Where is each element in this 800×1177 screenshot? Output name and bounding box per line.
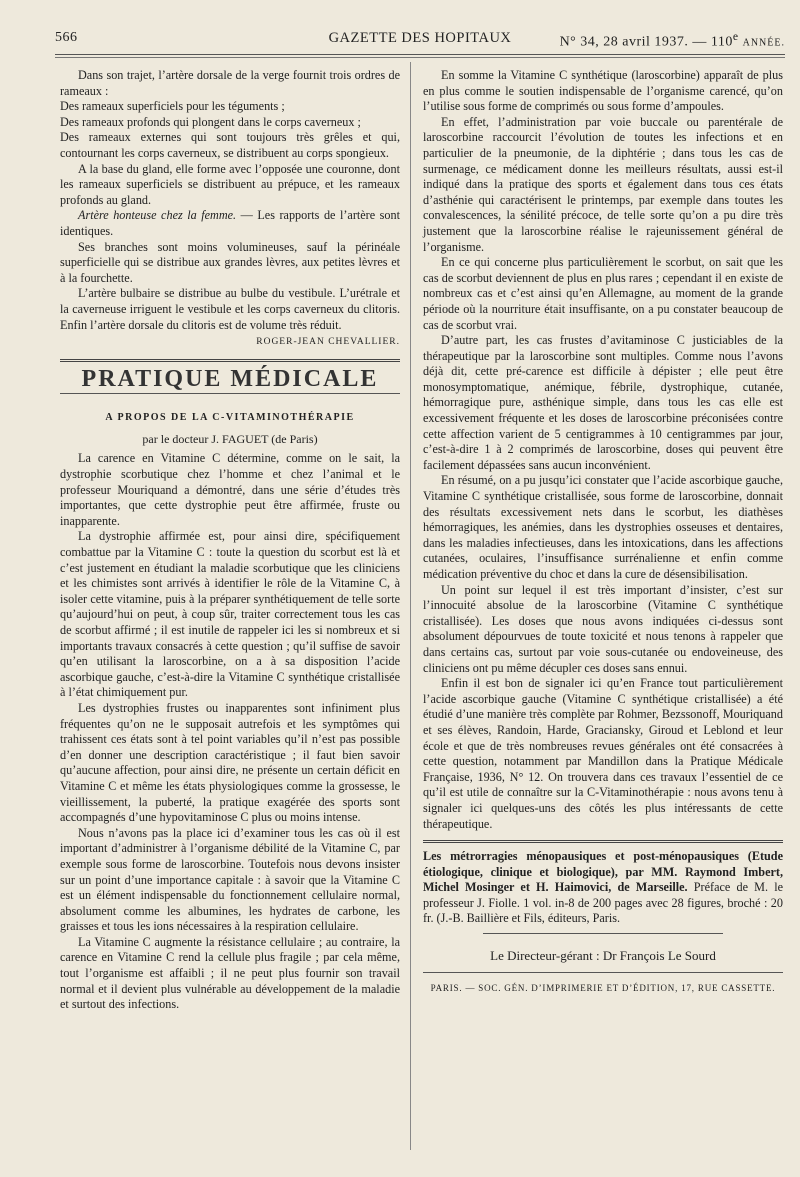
intro-paragraph: Des rameaux superficiels pour les téguments ; bbox=[60, 99, 285, 114]
body-paragraph: Un point sur lequel il est très important d’insister, c’est sur l’innocuité absolue de la laroscorbine (Vitamine C synthétique cristallisée). Les doses que nous avons indiquées ci-dessus sont absolument dépourvues de toute toxicité et nous tenons à rappeler que dans certains cas, surtout par voie sous-cutanée ou endoveineuse, des cliniciens ont pu même décupler ces doses sans ennui. bbox=[423, 582, 783, 675]
article-title: A PROPOS DE LA C-VITAMINOTHÉRAPIE bbox=[105, 412, 355, 424]
header-rule-2 bbox=[55, 57, 785, 58]
femme-paragraph bbox=[60, 208, 400, 239]
page-number: 566 bbox=[55, 30, 78, 45]
short-rule bbox=[483, 933, 723, 934]
body-paragraph: Nous n’avons pas la place ici d’examiner tous les cas où il est important d’administrer à l’organisme débilité de la Vitamine C, par exemple sous forme de laroscorbine. Toutefois nous devons insister sur un point d’une importance capitale : à savoir que la Vitamine C est un élément indispensable du fonctionnement cellulaire normal, absolument comme les albumines, les hydrates de carbone, les graisses et tous les ions nécessaires à la respiration cellulaire. bbox=[60, 825, 400, 934]
section-title: PRATIQUE MÉDICALE bbox=[81, 365, 379, 392]
director-line: Le Directeur-gérant : Dr François Le Sourd bbox=[490, 948, 716, 964]
book-details: Préface de M. le professeur J. Fiolle. 1 vol. in-8 de 200 pages avec 28 figures, broché : 20 fr. (J.-B. Baillière et Fils, éditeurs, Paris. bbox=[423, 880, 783, 926]
printer-line: PARIS. — SOC. GÉN. D’IMPRIMERIE ET D’ÉDITION, 17, RUE CASSETTE. bbox=[430, 982, 776, 993]
header-rule bbox=[55, 54, 785, 55]
body-paragraph: En effet, l’administration par voie buccale ou parentérale de laroscorbine raccourcit l’évolution de toutes les infections et en particulier de la pneumonie, de la diphtérie ; dans tous les cas de surmenage, ce médicament donne les meilleurs résultats, aussi est-il indiqué dans la pratique des sports et également dans tous ces états d’asthénie qui caractérisent le printemps, par exemple dans toutes les convalescences, la sénilité précoce, de telle sorte qu’on a pu dire très justement que la laroscorbine réalise le rajeunissement général de l’organisme. bbox=[423, 114, 783, 254]
body-paragraph: En somme la Vitamine C synthétique (laroscorbine) apparaît de plus en plus comme le soutien indispensable de l’organisme carencé, qu’on l’utilise sous forme de comprimés ou sous forme d’ampoules. bbox=[423, 68, 783, 114]
issue-sup: e bbox=[732, 30, 739, 43]
left-column bbox=[60, 68, 400, 1013]
issue-year: ANNÉE. bbox=[742, 37, 785, 49]
body-paragraph: Les dystrophies frustes ou inapparentes sont infiniment plus fréquentes qu’on ne le supposait autrefois et les symptômes qui trahissent ces états sont à tel point variables qu’il n’est pas possible d’en donner une description caractéristique ; il faut bien savoir qu’aucune affection, pour ainsi dire, ne présente un certain déficit en Vitamine C et même les états physiologiques comme la grossesse, le vieillissement, la puberté, la pratique exagérée des sports sont accompagnés d’une hypovitaminose C plus ou moins intense. bbox=[60, 700, 400, 825]
right-column bbox=[423, 68, 783, 996]
body-paragraph: Enfin il est bon de signaler ici qu’en France tout particulièrement l’acide ascorbique gauche (Vitamine C synthétique cristallisée) a été étudié d’une manière très complète par Rohmer, Bezssonoff, Mouriquand et ses élèves, Randoin, Harde, Graciansky, Giroud et Leblond et leur école et que de très nombreuses revues générales ont été consacrées à cette question, notamment par Mandillon dans la Pratique Médicale Française, 1936, N° 12. On trouvera dans ces travaux l’essentiel de ce qu’il est utile de connaître sur la C-Vitaminothérapie : nous avons tenu à signaler ici quelques-uns des côtés les plus intéressants de cette thérapeutique. bbox=[423, 676, 783, 831]
body-paragraph: D’autre part, les cas frustes d’avitaminose C justiciables de la thérapeutique par la laroscorbine sont multiples. Comme nous l’avons déjà dit, cette pré-carence est difficile à dépister ; elle peut être monosymptomatique, anémique, fébrile, dystrophique, cutanée, hémorragique pure, asthénique simple, dans tous les cas elle est excessivement fréquente et les doses de laroscorbine préconisées contre cette affection varient de 5 centigrammes à 10 centigrammes par jour, c’est-à-dire 1 à 2 comprimés de laroscorbine, doses qui peuvent être facilement dépassées sans aucun inconvénient. bbox=[423, 333, 783, 472]
section-rule bbox=[60, 359, 400, 362]
column-divider bbox=[410, 62, 411, 1150]
body-paragraph: En ce qui concerne plus particulièrement le scorbut, on sait que les cas de scorbut deviennent de plus en plus rares ; cependant il en existe de nombreux cas et c’est ainsi qu’en Allemagne, au moment de la grande période où la nourriture était insuffisante, on a pu constater beaucoup de cas de scorbut vrai. bbox=[423, 255, 783, 332]
journal-title: GAZETTE DES HOPITAUX bbox=[328, 30, 512, 46]
article-byline: par le docteur J. FAGUET (de Paris) bbox=[142, 431, 318, 446]
intro-paragraph: Des rameaux profonds qui plongent dans le corps caverneux ; bbox=[60, 114, 361, 129]
book-title: Les métrorragies ménopausiques et post-ménopausiques (Etude étiologique, clinique et biologique), par MM. Raymond Imbert, Michel Mosinger et H. Haimovici, de Marseille. bbox=[423, 849, 783, 895]
femme-heading: Artère honteuse chez la femme. bbox=[78, 208, 237, 223]
body-paragraph: En résumé, on a pu jusqu’ici constater que l’acide ascorbique gauche, Vitamine C synthétique cristallisée, sous forme de laroscorbine, donnait des résultats excessivement nets dans le scorbut, les diathèses hémorragiques, les anémies, dans les dystrophies osseuses et dentaires, dans les maladies infectieuses, dans les intoxications, dans les affections cutanées, oculaires, l’insuffisance surrénalienne et enfin comme médication préventive du choc et dans la cure de désensibilisation. bbox=[423, 473, 783, 581]
body-paragraph: La carence en Vitamine C détermine, comme on le sait, la dystrophie scorbutique chez l’homme et chez l’animal et le professeur Mouriquand a démontré, dans une série d’études très importantes, que cette dystrophie peut être affirmée, fruste ou inapparente. bbox=[60, 451, 400, 528]
page-header bbox=[55, 30, 785, 50]
intro-paragraph: A la base du gland, elle forme avec l’opposée une couronne, dont les rameaux superficiels se distribuent au prépuce, et les rameaux profonds au gland. bbox=[60, 161, 400, 207]
femme-text: — Les rapports de l’artère sont identiques. bbox=[60, 208, 400, 238]
section-rule-thin bbox=[60, 393, 400, 394]
paragraph: Ses branches sont moins volumineuses, sauf la périnéale superficielle qui se distribue aux grandes lèvres, aux petites lèvres et à la fourchette. bbox=[60, 239, 400, 285]
intro-paragraph: Des rameaux externes qui sont toujours très grêles et qui, contournant les corps caverneux, se distribuent au corps spongieux. bbox=[60, 130, 400, 160]
body-paragraph: La Vitamine C augmente la résistance cellulaire ; au contraire, la carence en Vitamine C rend la cellule plus fragile ; par cela même, tout l’organisme est affaibli ; il ne peut plus fournir son travail normal et il devient plus vulnérable au développement de la maladie et surtout des infections. bbox=[60, 934, 400, 1012]
book-review bbox=[423, 849, 783, 927]
body-paragraph: La dystrophie affirmée est, pour ainsi dire, spécifiquement combattue par la Vitamine C : toute la question du scorbut est là et c’est justement en étudiant la maladie scorbutique que les cliniciens et les chimistes sont arrivés à identifier le rôle de la Vitamine C, à isoler cette vitamine, puis à la préparer synthétiquement de telle sorte qu’aujourd’hui on peut, à coup sûr, traiter correctement tous les cas de scorbut affirmé ; il est inutile de rappeler ici les si nombreux et si importants travaux consacrés à cette question ; qu’il suffise de savoir qu’en utilisant la laroscorbine, on a à sa disposition l’acide ascorbique gauche, c’est-à-dire la Vitamine C synthétique cristallisée à l’état chimiquement pur. bbox=[60, 529, 400, 700]
paragraph: L’artère bulbaire se distribue au bulbe du vestibule. L’urétrale et la caverneuse irriguent le vestibule et les corps caverneux du clitoris. Enfin l’artère dorsale du clitoris est de volume très réduit. bbox=[60, 286, 400, 332]
author-signature: ROGER-JEAN CHEVALLIER. bbox=[256, 337, 400, 348]
footer-rule bbox=[423, 972, 783, 973]
review-rule bbox=[423, 840, 783, 843]
issue-info bbox=[560, 30, 785, 51]
intro-paragraph: Dans son trajet, l’artère dorsale de la verge fournit trois ordres de rameaux : bbox=[60, 68, 400, 98]
issue-number: N° 34, 28 avril 1937. — 110 bbox=[559, 34, 733, 50]
